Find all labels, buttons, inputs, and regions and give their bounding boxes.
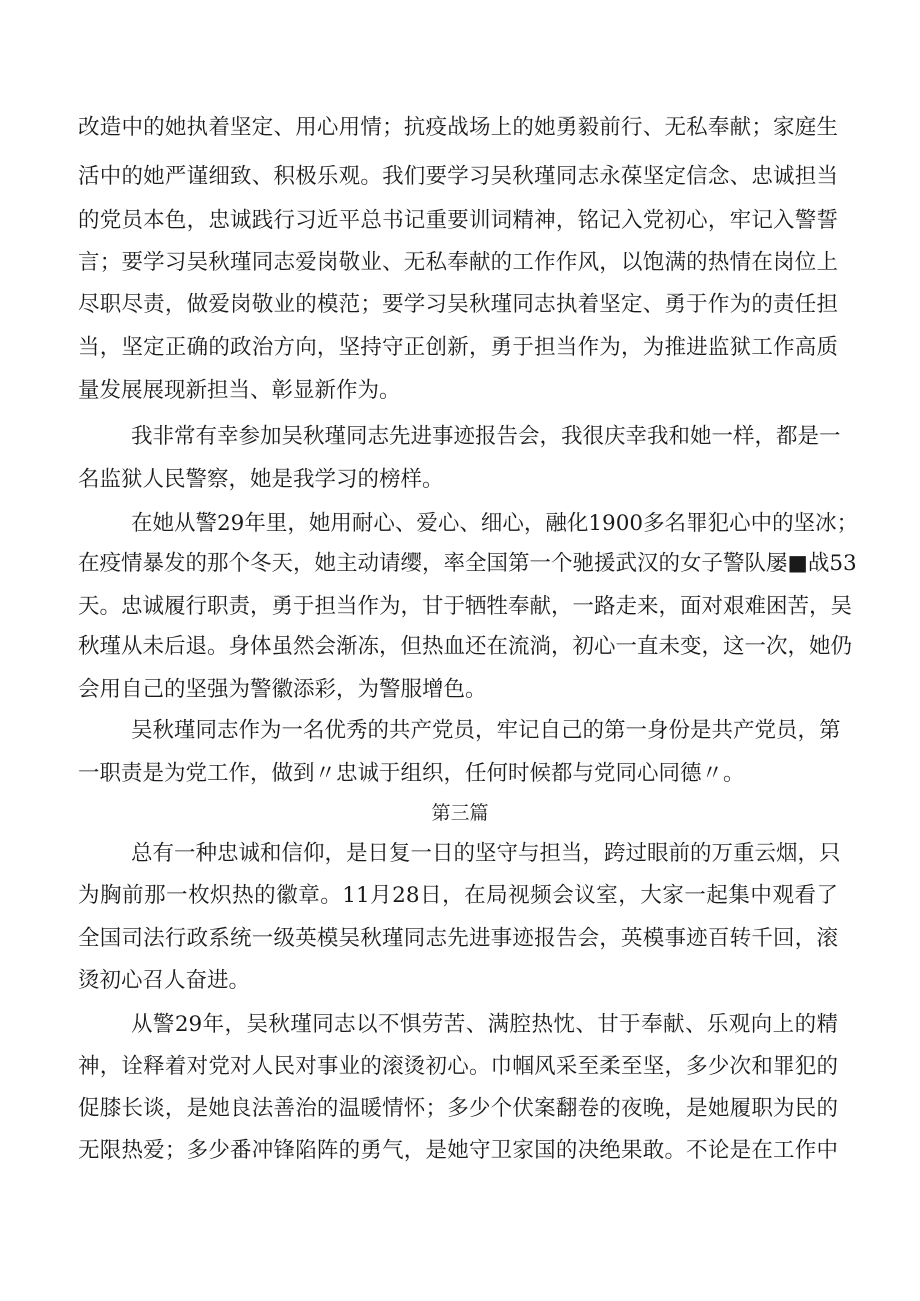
body-line: 秋瑾从未后退。身体虽然会渐冻，但热血还在流淌，初心一直未变，这一次，她仍 (78, 634, 853, 659)
body-line: 言；要学习吴秋瑾同志爱岗敬业、无私奉献的工作作风，以饱满的热情在岗位上 (78, 250, 838, 275)
body-line: 我非常有幸参加吴秋瑾同志先进事迹报告会，我很庆幸我和她一样，都是一 (131, 424, 841, 449)
body-line: 活中的她严谨细致、积极乐观。我们要学习吴秋瑾同志永葆坚定信念、忠诚担当 (78, 164, 838, 189)
section-heading: 第三篇 (431, 802, 489, 824)
body-line: 无限热爱；多少番冲锋陷阵的勇气，是她守卫家国的决绝果敢。不论是在工作中 (78, 1138, 838, 1163)
body-line: 全国司法行政系统一级英模吴秋瑾同志先进事迹报告会，英模事迹百转千回，滚 (78, 926, 838, 951)
body-line: 神，诠释着对党对人民对事业的滚烫初心。巾帼风采至柔至坚，多少次和罪犯的 (78, 1054, 838, 1079)
body-line: 在疫情暴发的那个冬天，她主动请缨，率全国第一个驰援武汉的女子警队屡■战53 (78, 551, 857, 576)
body-line: 吴秋瑾同志作为一名优秀的共产党员，牢记自己的第一身份是共产党员，第 (131, 718, 841, 743)
body-line: 从警29年，吴秋瑾同志以不惧劳苦、满腔热忱、甘于奉献、乐观向上的精 (131, 1012, 838, 1037)
body-line: 为胸前那一枚炽热的徽章。11月28日，在局视频会议室，大家一起集中观看了 (78, 883, 838, 908)
body-line: 名监狱人民警察，她是我学习的榜样。 (78, 467, 444, 492)
body-line: 尽职尽责，做爱岗敬业的模范；要学习吴秋瑾同志执着坚定、勇于作为的责任担 (78, 292, 838, 317)
body-line: 量发展展现新担当、彰显新作为。 (78, 378, 401, 403)
body-line: 促膝长谈，是她良法善治的温暖情怀；多少个伏案翻卷的夜晚，是她履职为民的 (78, 1096, 838, 1121)
body-line: 烫初心召人奋进。 (78, 968, 251, 993)
body-line: 当，坚定正确的政治方向，坚持守正创新，勇于担当作为，为推进监狱工作高质 (78, 335, 838, 360)
body-line: 天。忠诚履行职责，勇于担当作为，甘于牺牲奉献，一路走来，面对艰难困苦，吴 (78, 594, 853, 619)
body-line: 的党员本色，忠诚践行习近平总书记重要训词精神，铭记入党初心，牢记入警誓 (78, 208, 838, 233)
body-line: 总有一种忠诚和信仰，是日复一日的坚守与担当，跨过眼前的万重云烟，只 (131, 841, 841, 866)
body-line: 改造中的她执着坚定、用心用情；抗疫战场上的她勇毅前行、无私奉献；家庭生 (78, 115, 838, 140)
body-line: 一职责是为党工作，做到〃忠诚于组织，任何时候都与党同心同德〃。 (78, 761, 745, 786)
body-line: 在她从警29年里，她用耐心、爱心、细心，融化1900多名罪犯心中的坚冰； (131, 511, 859, 536)
body-line: 会用自己的坚强为警徽添彩，为警服增色。 (78, 677, 487, 702)
